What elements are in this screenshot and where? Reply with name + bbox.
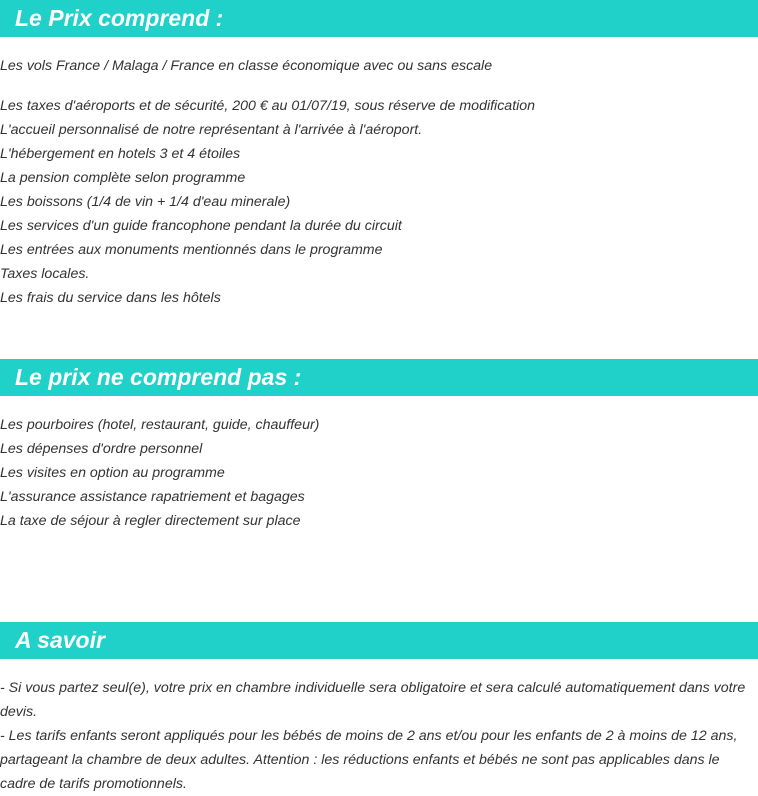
list-item: Les entrées aux monuments mentionnés dans le programme (0, 242, 383, 258)
list-item: Taxes locales. (0, 266, 90, 282)
list-item: L'assurance assistance rapatriement et bagages (0, 489, 305, 505)
list-item: La pension complète selon programme (0, 170, 246, 186)
excludes-title: Le prix ne comprend pas : (15, 364, 302, 390)
excludes-header (0, 359, 758, 396)
includes-list (0, 54, 758, 310)
good-to-know-paragraph: - Si vous partez seul(e), votre prix en chambre individuelle sera obligatoire et sera calculé automatiquement dans votre devis. (0, 680, 746, 720)
good-to-know-title: A savoir (15, 627, 105, 653)
list-item: La taxe de séjour à regler directement sur place (0, 513, 301, 529)
good-to-know-paragraph: - Les tarifs enfants seront appliqués pour les bébés de moins de 2 ans et/ou pour les enfants de 2 à moins de 12 ans, partageant la chambre de deux adultes. Attention : les réductions enfants et bébés ne sont pas applicables dans le cadre de tarifs promotionnels. (0, 728, 738, 792)
list-item: Les visites en option au programme (0, 465, 225, 481)
list-item: Les dépenses d'ordre personnel (0, 441, 203, 457)
list-item: L'accueil personnalisé de notre représentant à l'arrivée à l'aéroport. (0, 122, 423, 138)
good-to-know-header (0, 622, 758, 659)
list-item: Les taxes d'aéroports et de sécurité, 200 € au 01/07/19, sous réserve de modification (0, 98, 536, 114)
list-item: Les vols France / Malaga / France en classe économique avec ou sans escale (0, 58, 493, 74)
list-item: Les pourboires (hotel, restaurant, guide, chauffeur) (0, 417, 320, 433)
list-item: Les frais du service dans les hôtels (0, 290, 221, 306)
list-item: L'hébergement en hotels 3 et 4 étoiles (0, 146, 241, 162)
includes-header (0, 0, 758, 37)
list-item: Les services d'un guide francophone pendant la durée du circuit (0, 218, 402, 234)
list-item: Les boissons (1/4 de vin + 1/4 d'eau minerale) (0, 194, 291, 210)
excludes-list (0, 413, 758, 533)
includes-title: Le Prix comprend : (15, 5, 224, 31)
